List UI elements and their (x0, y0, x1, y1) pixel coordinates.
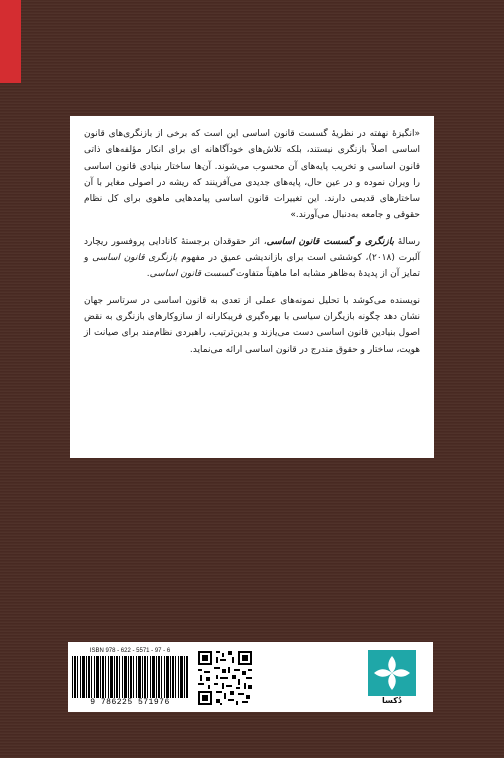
term-constitutional-amendment: بازنگری قانون اساسی (92, 253, 178, 264)
blurb-paragraph-3 (84, 293, 420, 358)
qr-code-icon (196, 649, 254, 707)
barcode-digits: 9 786225 571976 (90, 698, 170, 707)
back-cover-text-panel (70, 116, 434, 458)
blurb-paragraph-2-text-a: رسالهٔ (394, 236, 420, 247)
blurb-paragraph-3-text: نویسنده می‌کوشد با تحلیل نمونه‌های عملی از تعدی به قانون اساسی در سرتاسر جهان نشان دهد چگونه بازیگران سیاسی با بهره‌گیری فریبکارانه از سازوکارهای بازنگری به نقض اصول بنیادین قانون اساسی دست می‌یازند و بدین‌ترتیب، راهبردی نظام‌مند برای صیانت از هویت، ساختار و حقوق مندرج در قانون اساسی ارائه می‌نماید. (84, 295, 420, 355)
blurb-paragraph-1-text: «انگیزهٔ نهفته در نظریهٔ گسست قانون اساسی این است که برخی از بازنگری‌های قانون اساسی اصلاً بازنگری نیستند، بلکه تلاش‌های خودآگاهانه ای برای انکار مؤلفه‌های ذاتی قانون اساسی و تخریب پایه‌های آن محسوب می‌شوند. آن‌ها ساختار بنیادی قانون اساسی را ویران نموده و در عین حال، پایه‌های جدیدی می‌آفرینند که ریشه در اصولی مغایر با آن ساختارهای قدیمی دارند. این تغییرات قانون اساسی پیامدهایی ماهوی برای کل نظام حقوقی و جامعه به‌دنبال می‌آورند.» (84, 129, 420, 221)
publisher-name: دُکسا (382, 696, 402, 705)
term-constitutional-dismemberment: گسست قانون اساسی (149, 269, 234, 280)
blurb-paragraph-1 (84, 126, 420, 224)
red-corner-tab (0, 0, 21, 83)
blurb-paragraph-2-text-c: و تمایز آن از پدیدهٔ به‌ظاهر مشابه اما ماهیتاً متفاوت (84, 253, 420, 280)
isbn-barcode (72, 656, 188, 698)
blurb-paragraph-2-text-b: ، اثر حقوقدان برجستهٔ کانادایی پروفسور ریچارد آلبرت (۲۰۱۸)، کوششی است برای بازاندیشی عمیق در مفهوم (84, 236, 420, 264)
isbn-label: ISBN 978 - 622 - 5571 - 97 - 6 (89, 648, 171, 654)
blurb-paragraph-2-text-d: . (146, 269, 150, 280)
isbn-info-box (68, 642, 433, 712)
blurb-paragraph-2 (84, 234, 420, 283)
book-title-emphasis: بازنگری و گسست قانون اساسی (266, 236, 395, 247)
